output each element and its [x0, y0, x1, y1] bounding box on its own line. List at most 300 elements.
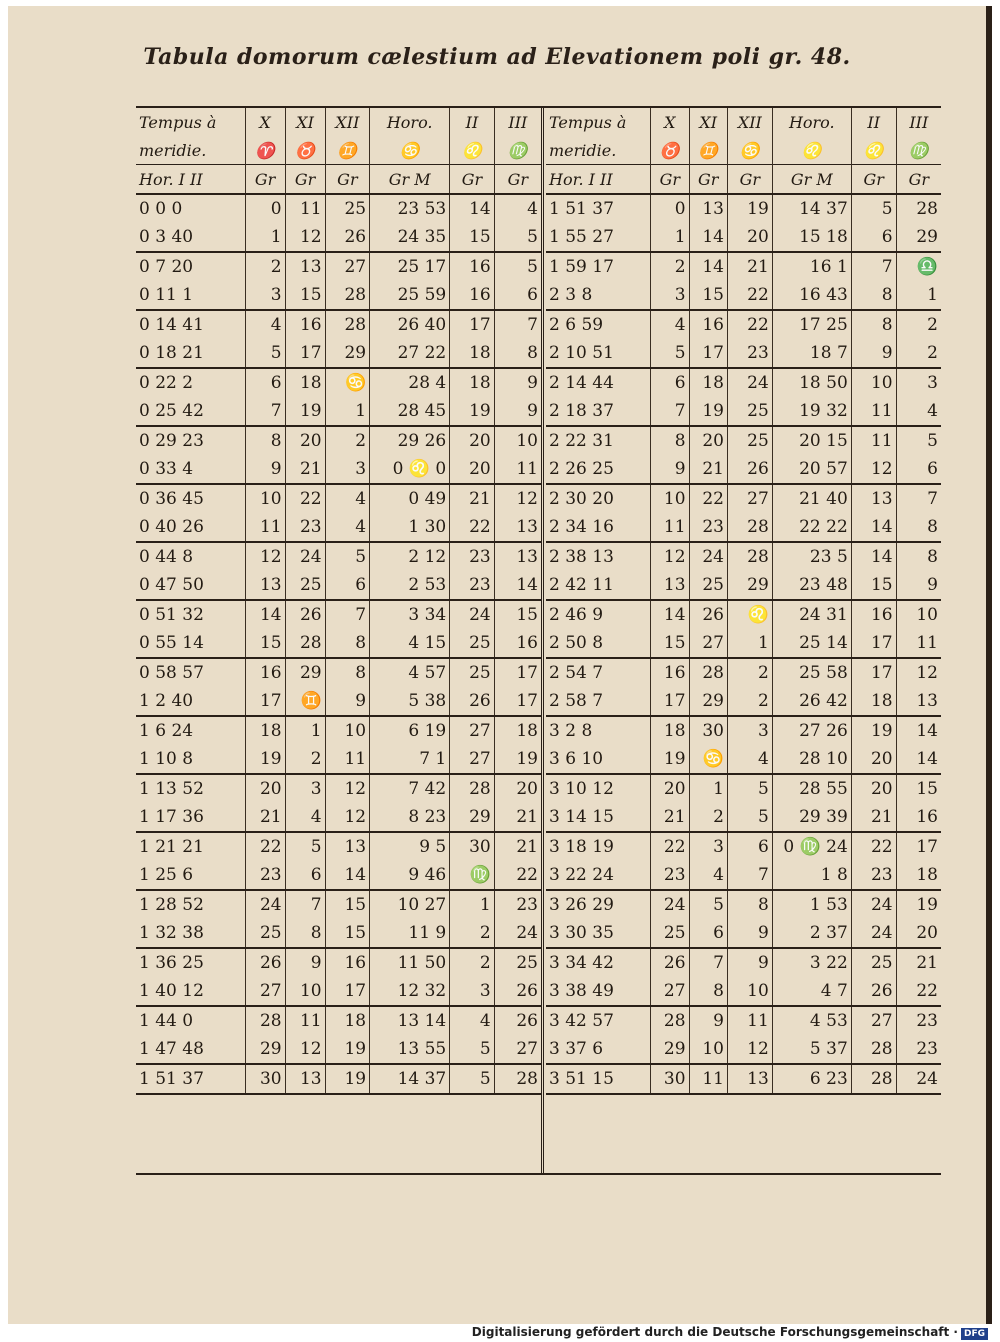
degree-cell: 22: [651, 832, 689, 861]
degree-cell: 3: [651, 281, 689, 310]
degree-cell: 8: [245, 426, 285, 455]
table-row: [546, 281, 941, 310]
header-cell: Hor. I II: [546, 165, 651, 195]
header-cell: ♉: [285, 136, 325, 165]
degree-cell: 13: [285, 1064, 325, 1094]
degree-cell: 12: [651, 542, 689, 571]
degree-cell: 16 1: [772, 252, 851, 281]
table-row: [136, 310, 541, 339]
table-row: [136, 861, 541, 890]
degree-cell: 22: [851, 832, 896, 861]
table-row: [136, 513, 541, 542]
time-cell: 1 44 0: [139, 1011, 194, 1031]
degree-cell: 16: [494, 629, 541, 658]
degree-cell: 8: [727, 890, 772, 919]
degree-cell: 22: [896, 977, 941, 1006]
book-page: [8, 6, 992, 1324]
degree-cell: 5 38: [370, 687, 450, 716]
time-cell: 0 33 4: [136, 455, 245, 484]
table-row: [546, 513, 941, 542]
time-cell: 1 10 8: [136, 745, 245, 774]
header-cell: XII: [727, 108, 772, 136]
degree-cell: 20: [245, 774, 285, 803]
degree-cell: 25: [494, 948, 541, 977]
table-row: [136, 571, 541, 600]
degree-cell: 5: [896, 426, 941, 455]
degree-cell: 2: [689, 803, 727, 832]
header-cell: ♍: [494, 136, 541, 165]
degree-cell: 23: [245, 861, 285, 890]
degree-cell: 21: [896, 948, 941, 977]
degree-cell: 28: [285, 629, 325, 658]
degree-cell: 3: [727, 716, 772, 745]
time-cell: 2 38 13: [549, 547, 614, 567]
degree-cell: 1: [245, 223, 285, 252]
degree-cell: 12: [325, 774, 370, 803]
time-cell: 1 51 37: [136, 1064, 245, 1094]
degree-cell: 13 55: [370, 1035, 450, 1064]
degree-cell: 10: [325, 716, 370, 745]
degree-cell: 13: [285, 252, 325, 281]
degree-cell: 5 37: [772, 1035, 851, 1064]
degree-cell: 22: [245, 832, 285, 861]
degree-cell: 3: [285, 774, 325, 803]
degree-cell: 8: [689, 977, 727, 1006]
header-cell: ♍: [896, 136, 941, 165]
degree-cell: ♍: [450, 861, 495, 890]
degree-cell: 21: [727, 252, 772, 281]
degree-cell: 7 1: [370, 745, 450, 774]
degree-cell: 17: [494, 658, 541, 687]
degree-cell: 21 40: [772, 484, 851, 513]
degree-cell: 15: [245, 629, 285, 658]
degree-cell: 15: [325, 919, 370, 948]
degree-cell: 27: [450, 716, 495, 745]
degree-cell: 4 57: [370, 658, 450, 687]
degree-cell: 21: [494, 832, 541, 861]
degree-cell: 5: [494, 223, 541, 252]
degree-cell: 28: [727, 542, 772, 571]
time-cell: 2 3 8: [546, 281, 651, 310]
time-cell: 2 14 44: [549, 373, 614, 393]
degree-cell: 26: [450, 687, 495, 716]
table-right: [546, 108, 941, 1095]
table-row: [136, 1064, 541, 1094]
degree-cell: 12: [851, 455, 896, 484]
degree-cell: 12: [285, 1035, 325, 1064]
degree-cell: 28 45: [370, 397, 450, 426]
degree-cell: 21: [689, 455, 727, 484]
time-cell: 1 47 48: [136, 1035, 245, 1064]
degree-cell: 28 10: [772, 745, 851, 774]
degree-cell: 24: [851, 919, 896, 948]
degree-cell: 4: [651, 310, 689, 339]
time-cell: 1 51 37: [549, 199, 614, 219]
degree-cell: 11: [689, 1064, 727, 1094]
degree-cell: 1: [689, 774, 727, 803]
table-row: [136, 223, 541, 252]
degree-cell: 25 59: [370, 281, 450, 310]
degree-cell: 16: [450, 252, 495, 281]
table-row: [546, 339, 941, 368]
degree-cell: 12: [494, 484, 541, 513]
table-row: [136, 542, 541, 571]
degree-cell: 19 32: [772, 397, 851, 426]
degree-cell: 23 48: [772, 571, 851, 600]
degree-cell: 14: [689, 252, 727, 281]
table-row: [136, 948, 541, 977]
table-row: [546, 310, 941, 339]
degree-cell: 17 25: [772, 310, 851, 339]
table-row: [136, 252, 541, 281]
degree-cell: 17: [851, 658, 896, 687]
header-cell: Gr: [689, 165, 727, 195]
time-cell: 2 34 16: [546, 513, 651, 542]
time-cell: 1 6 24: [139, 721, 194, 741]
degree-cell: 2: [727, 687, 772, 716]
header-cell: ♋: [727, 136, 772, 165]
degree-cell: 24 31: [772, 600, 851, 629]
degree-cell: 19: [494, 745, 541, 774]
table-row: [546, 890, 941, 919]
degree-cell: 12: [245, 542, 285, 571]
table-row: [136, 658, 541, 687]
degree-cell: 8: [494, 339, 541, 368]
time-cell: 3 2 8: [549, 721, 593, 741]
header-cell: ♈: [245, 136, 285, 165]
degree-cell: 18 50: [772, 368, 851, 397]
degree-cell: 11: [851, 426, 896, 455]
degree-cell: 29: [245, 1035, 285, 1064]
degree-cell: 0: [651, 194, 689, 223]
degree-cell: 16: [851, 600, 896, 629]
degree-cell: 16 43: [772, 281, 851, 310]
time-cell: 3 14 15: [546, 803, 651, 832]
table-row: [136, 194, 541, 223]
degree-cell: 14: [689, 223, 727, 252]
table-row: [546, 745, 941, 774]
degree-cell: 28: [494, 1064, 541, 1094]
degree-cell: 14: [896, 745, 941, 774]
degree-cell: 7: [651, 397, 689, 426]
degree-cell: 13: [727, 1064, 772, 1094]
time-cell: 2 6 59: [549, 315, 604, 335]
digitization-credit: [472, 1325, 988, 1340]
time-cell: 3 37 6: [546, 1035, 651, 1064]
table-row: [546, 252, 941, 281]
degree-cell: 25 58: [772, 658, 851, 687]
degree-cell: 10: [494, 426, 541, 455]
degree-cell: 29: [651, 1035, 689, 1064]
degree-cell: 23: [285, 513, 325, 542]
header-cell: Gr: [325, 165, 370, 195]
table-row: [136, 629, 541, 658]
degree-cell: ♌: [727, 600, 772, 629]
time-cell: 2 22 31: [549, 431, 614, 451]
degree-cell: 30: [689, 716, 727, 745]
time-cell: 2 54 7: [549, 663, 604, 683]
degree-cell: 25: [450, 658, 495, 687]
degree-cell: 9: [285, 948, 325, 977]
degree-cell: 28 4: [370, 368, 450, 397]
degree-cell: 7: [325, 600, 370, 629]
degree-cell: 1 30: [370, 513, 450, 542]
degree-cell: 14: [896, 716, 941, 745]
degree-cell: 25: [727, 397, 772, 426]
dfg-logo: DFG: [961, 1328, 988, 1340]
table-row: [546, 455, 941, 484]
degree-cell: 15: [450, 223, 495, 252]
degree-cell: 15 18: [772, 223, 851, 252]
table-row: [546, 1064, 941, 1094]
degree-cell: 24: [285, 542, 325, 571]
degree-cell: 27: [450, 745, 495, 774]
degree-cell: 26: [494, 977, 541, 1006]
degree-cell: 5: [450, 1064, 495, 1094]
degree-cell: 29: [689, 687, 727, 716]
degree-cell: 1: [325, 397, 370, 426]
degree-cell: 19: [651, 745, 689, 774]
degree-cell: 18 7: [772, 339, 851, 368]
time-cell: 3 30 35: [546, 919, 651, 948]
degree-cell: 21: [285, 455, 325, 484]
degree-cell: 9 46: [370, 861, 450, 890]
time-cell: 2 50 8: [546, 629, 651, 658]
degree-cell: 26: [325, 223, 370, 252]
table-left-half: [136, 108, 544, 1173]
degree-cell: 9: [727, 948, 772, 977]
degree-cell: 11: [727, 1006, 772, 1035]
degree-cell: 20: [285, 426, 325, 455]
table-row: [546, 600, 941, 629]
degree-cell: 7: [727, 861, 772, 890]
header-cell: ♌: [772, 136, 851, 165]
degree-cell: 9: [851, 339, 896, 368]
header-row: [136, 136, 541, 165]
degree-cell: 21: [494, 803, 541, 832]
table-row: [136, 368, 541, 397]
degree-cell: 10: [851, 368, 896, 397]
degree-cell: 22: [285, 484, 325, 513]
page-title: Tabula domorum cælestium ad Elevationem poli gr. 48.: [143, 44, 851, 70]
time-cell: 1 25 6: [136, 861, 245, 890]
degree-cell: 28: [325, 281, 370, 310]
degree-cell: 4: [285, 803, 325, 832]
table-row: [546, 542, 941, 571]
header-cell: Gr: [245, 165, 285, 195]
degree-cell: 5: [285, 832, 325, 861]
table-row: [546, 1006, 941, 1035]
time-cell: 3 10 12: [549, 779, 614, 799]
degree-cell: 5: [450, 1035, 495, 1064]
degree-cell: 27: [727, 484, 772, 513]
header-row: [546, 108, 941, 136]
header-cell: Gr: [494, 165, 541, 195]
degree-cell: ♊: [285, 687, 325, 716]
table-row: [546, 629, 941, 658]
degree-cell: 13: [325, 832, 370, 861]
degree-cell: 14: [851, 513, 896, 542]
degree-cell: 14: [325, 861, 370, 890]
degree-cell: 4: [896, 397, 941, 426]
table-row: [546, 948, 941, 977]
degree-cell: 8: [851, 281, 896, 310]
degree-cell: 8: [285, 919, 325, 948]
degree-cell: 14 37: [772, 194, 851, 223]
table-row: [136, 397, 541, 426]
table-row: [136, 484, 541, 513]
degree-cell: 17: [325, 977, 370, 1006]
time-cell: 3 22 24: [546, 861, 651, 890]
degree-cell: 16: [896, 803, 941, 832]
degree-cell: 28: [851, 1035, 896, 1064]
degree-cell: 20 57: [772, 455, 851, 484]
degree-cell: 0 ♍ 24: [772, 832, 851, 861]
degree-cell: 1: [727, 629, 772, 658]
degree-cell: 1 8: [772, 861, 851, 890]
degree-cell: 7: [245, 397, 285, 426]
header-cell: Gr: [896, 165, 941, 195]
degree-cell: 4 7: [772, 977, 851, 1006]
degree-cell: 25: [245, 919, 285, 948]
degree-cell: 16: [651, 658, 689, 687]
degree-cell: 22: [689, 484, 727, 513]
table-row: [136, 890, 541, 919]
degree-cell: 4 53: [772, 1006, 851, 1035]
degree-cell: 12: [727, 1035, 772, 1064]
degree-cell: 1: [450, 890, 495, 919]
table-row: [136, 832, 541, 861]
degree-cell: 19: [450, 397, 495, 426]
degree-cell: 20 15: [772, 426, 851, 455]
table-row: [546, 774, 941, 803]
degree-cell: 23: [450, 542, 495, 571]
degree-cell: 3: [325, 455, 370, 484]
degree-cell: 14: [245, 600, 285, 629]
header-cell: ♌: [851, 136, 896, 165]
degree-cell: 18: [245, 716, 285, 745]
degree-cell: 4: [325, 513, 370, 542]
degree-cell: 23 53: [370, 194, 450, 223]
time-cell: 0 25 42: [136, 397, 245, 426]
degree-cell: 14: [851, 542, 896, 571]
time-cell: 0 18 21: [136, 339, 245, 368]
degree-cell: 30: [450, 832, 495, 861]
time-cell: 0 29 23: [139, 431, 204, 451]
degree-cell: 19: [285, 397, 325, 426]
degree-cell: 28: [325, 310, 370, 339]
degree-cell: 29: [285, 658, 325, 687]
time-cell: 3 42 57: [549, 1011, 614, 1031]
degree-cell: 5: [651, 339, 689, 368]
table-right-half: [546, 108, 941, 1173]
degree-cell: 17: [651, 687, 689, 716]
degree-cell: 10: [245, 484, 285, 513]
degree-cell: 11: [651, 513, 689, 542]
degree-cell: 15: [494, 600, 541, 629]
degree-cell: 15: [896, 774, 941, 803]
table-row: [546, 194, 941, 223]
header-cell: Tempus à: [549, 112, 627, 132]
degree-cell: 11: [896, 629, 941, 658]
degree-cell: 2: [245, 252, 285, 281]
degree-cell: 1: [896, 281, 941, 310]
table-row: [546, 716, 941, 745]
degree-cell: 27: [651, 977, 689, 1006]
degree-cell: 7: [494, 310, 541, 339]
degree-cell: 4: [450, 1006, 495, 1035]
degree-cell: 16: [245, 658, 285, 687]
degree-cell: 18: [450, 368, 495, 397]
degree-cell: 24 35: [370, 223, 450, 252]
time-cell: 0 40 26: [136, 513, 245, 542]
degree-cell: 28: [651, 1006, 689, 1035]
degree-cell: 6: [727, 832, 772, 861]
degree-cell: 18: [285, 368, 325, 397]
degree-cell: 11: [851, 397, 896, 426]
degree-cell: 6 19: [370, 716, 450, 745]
degree-cell: 25: [651, 919, 689, 948]
degree-cell: 14 37: [370, 1064, 450, 1094]
degree-cell: 3: [896, 368, 941, 397]
degree-cell: 21: [450, 484, 495, 513]
degree-cell: 26 40: [370, 310, 450, 339]
degree-cell: 19: [727, 194, 772, 223]
time-cell: 0 0 0: [139, 199, 183, 219]
table-row: [136, 281, 541, 310]
degree-cell: 11: [285, 194, 325, 223]
time-cell: 1 28 52: [139, 895, 204, 915]
degree-cell: 24: [651, 890, 689, 919]
degree-cell: 7: [689, 948, 727, 977]
header-cell: Gr M: [772, 165, 851, 195]
degree-cell: 25: [285, 571, 325, 600]
table-row: [546, 571, 941, 600]
degree-cell: 2 53: [370, 571, 450, 600]
degree-cell: 16: [689, 310, 727, 339]
degree-cell: 1: [285, 716, 325, 745]
table-row: [546, 977, 941, 1006]
degree-cell: 9: [325, 687, 370, 716]
degree-cell: 5: [727, 774, 772, 803]
degree-cell: 18: [325, 1006, 370, 1035]
degree-cell: 3: [689, 832, 727, 861]
degree-cell: 24: [727, 368, 772, 397]
degree-cell: 2: [450, 919, 495, 948]
degree-cell: 20: [494, 774, 541, 803]
degree-cell: 13: [494, 513, 541, 542]
time-cell: 0 3 40: [136, 223, 245, 252]
degree-cell: 9: [245, 455, 285, 484]
degree-cell: 19: [851, 716, 896, 745]
header-row: [546, 165, 941, 195]
header-cell: Tempus à: [139, 112, 217, 132]
degree-cell: 21: [245, 803, 285, 832]
degree-cell: 21: [651, 803, 689, 832]
header-cell: ♋: [370, 136, 450, 165]
degree-cell: 18: [651, 716, 689, 745]
degree-cell: 15: [851, 571, 896, 600]
time-cell: 2 58 7: [546, 687, 651, 716]
degree-cell: 7 42: [370, 774, 450, 803]
degree-cell: 26: [689, 600, 727, 629]
degree-cell: 20: [450, 426, 495, 455]
header-cell: III: [896, 108, 941, 136]
header-cell: III: [494, 108, 541, 136]
degree-cell: 10 27: [370, 890, 450, 919]
degree-cell: 8: [896, 542, 941, 571]
degree-cell: 7: [851, 252, 896, 281]
